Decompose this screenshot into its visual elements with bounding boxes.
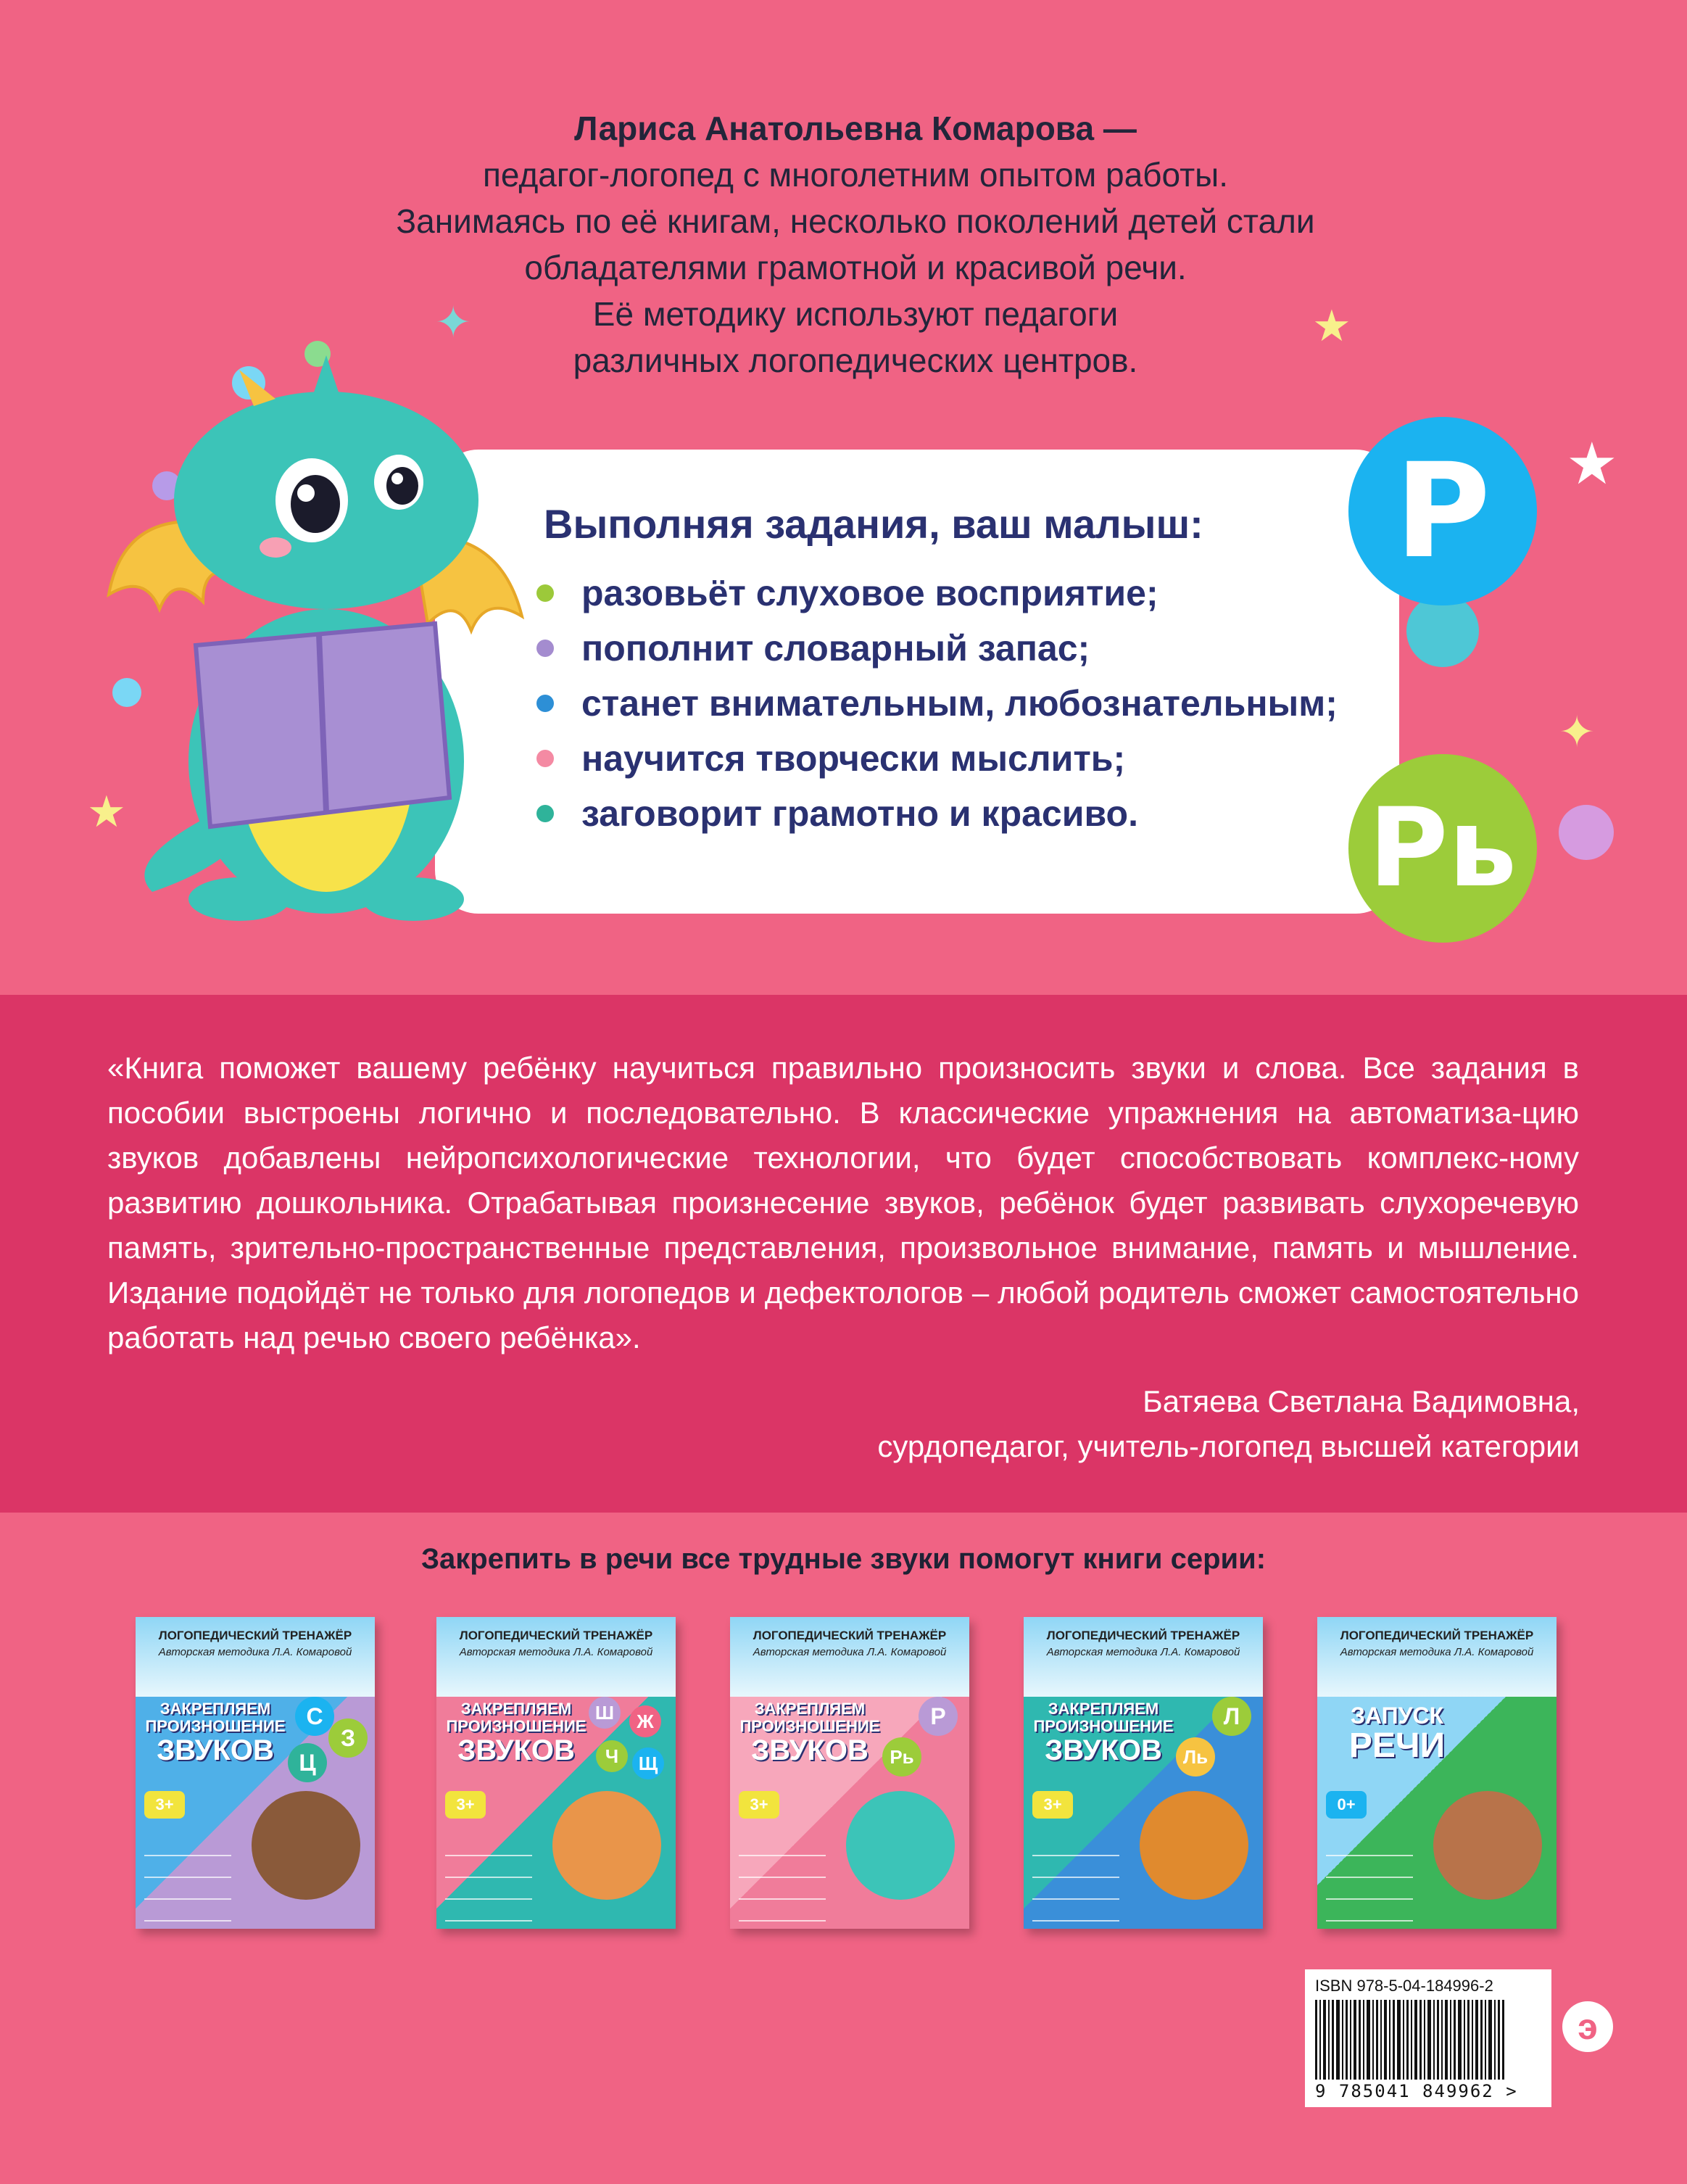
isbn-text: ISBN 978-5-04-184996-2: [1315, 1977, 1493, 1995]
series-title: Закрепить в речи все трудные звуки помогут книги серии:: [420, 1543, 1267, 1575]
book-letters: [882, 1697, 962, 1784]
benefit-item: [536, 621, 1338, 676]
book-series: ЛОГОПЕДИЧЕСКИЙ ТРЕНАЖЁР: [753, 1629, 947, 1642]
book-letters: [1176, 1697, 1256, 1784]
book-author: Авторская методика Л.А. Комаровой: [459, 1646, 653, 1658]
book-title-line1: ЗАКРЕПЛЯЕМ ПРОИЗНОШЕНИЕ: [739, 1700, 880, 1735]
author-name: Лариса Анатольевна Комарова —: [574, 109, 1137, 147]
book-header: [1317, 1617, 1557, 1697]
reviewer-name: Батяева Светлана Вадимовна,: [1143, 1384, 1580, 1418]
benefit-text: станет внимательным, любознательным;: [581, 683, 1338, 724]
book-letter: Ш: [589, 1697, 621, 1729]
book-title-line2: ЗВУКОВ: [751, 1734, 869, 1766]
book-contents: [1032, 1835, 1119, 1922]
book-contents: [445, 1835, 532, 1922]
letter-r-soft-badge: [1348, 754, 1537, 943]
book-author: Авторская методика Л.А. Комаровой: [1340, 1646, 1534, 1658]
review-section: [0, 995, 1687, 1513]
book-letter: Рь: [882, 1737, 921, 1776]
star-icon: ✦: [1559, 708, 1596, 756]
benefits-list: [536, 566, 1338, 841]
book-contents: [1326, 1835, 1413, 1922]
book-title-line1: ЗАКРЕПЛЯЕМ ПРОИЗНОШЕНИЕ: [1033, 1700, 1174, 1735]
book-letter: Ж: [629, 1705, 661, 1737]
age-badge: 3+: [1032, 1791, 1073, 1819]
benefit-item: [536, 676, 1338, 731]
author-line: различных логопедических центров.: [573, 342, 1138, 379]
star-icon: ★: [1312, 302, 1351, 350]
dragon-small-illustration: [846, 1791, 955, 1900]
owl-illustration: [252, 1791, 360, 1900]
deco-circle: [1406, 595, 1479, 667]
star-icon: ✦: [435, 298, 472, 347]
lion-illustration: [1140, 1791, 1248, 1900]
benefit-text: заговорит грамотно и красиво.: [581, 793, 1138, 834]
author-line: Занимаясь по её книгам, несколько поколений детей стали: [396, 202, 1315, 240]
benefits-title: Выполняя задания, ваш малыш:: [544, 501, 1203, 547]
book-title: [444, 1700, 589, 1766]
age-badge: 3+: [739, 1791, 779, 1819]
star-icon: ★: [1566, 431, 1618, 496]
author-line: педагог-логопед с многолетним опытом работы.: [482, 156, 1229, 194]
book-cover: [730, 1617, 969, 1929]
book-contents: [739, 1835, 826, 1922]
age-badge: 0+: [1326, 1791, 1367, 1819]
corgi-illustration: [552, 1791, 661, 1900]
benefit-item: [536, 786, 1338, 841]
book-cover: [1024, 1617, 1263, 1929]
publisher-logo-icon: э: [1562, 2001, 1613, 2052]
benefits-card: [435, 450, 1399, 914]
book-header: [1024, 1617, 1263, 1697]
author-bio: [217, 105, 1493, 384]
book-title-line1: ЗАКРЕПЛЯЕМ ПРОИЗНОШЕНИЕ: [446, 1700, 586, 1735]
book-header: [730, 1617, 969, 1697]
barcode: [1305, 1969, 1551, 2107]
book-header: [136, 1617, 375, 1697]
barcode-number: 9 785041 849962 >: [1315, 2081, 1518, 2101]
benefit-item: [536, 731, 1338, 786]
benefit-text: научится творчески мыслить;: [581, 738, 1126, 779]
series-books: [136, 1617, 1586, 1936]
book-letter: С: [295, 1697, 334, 1736]
review-text: «Книга поможет вашему ребёнку научиться правильно произносить звуки и слова. Все задания в пособии выстроены логично и последовательно. В классические упражнения на автоматиза-цию звуков добавлены нейропсихологические технологии, что будет способствовать комплекс-ному развитию дошкольника. Отрабатывая произнесение звуков, ребёнок будет развивать слухоречевую память, зрительно-пространственные представления, произвольное внимание, память и мышление. Издание подойдёт не только для логопедов и дефектологов – любой родитель сможет самостоятельно работать над речью своего ребёнка».: [107, 1051, 1579, 1354]
book-cover: [136, 1617, 375, 1929]
book-title-line1: ЗАКРЕПЛЯЕМ ПРОИЗНОШЕНИЕ: [145, 1700, 286, 1735]
book-title: [1325, 1700, 1470, 1765]
book-letter: Ц: [288, 1743, 327, 1782]
book-contents: [144, 1835, 231, 1922]
book-title: [143, 1700, 288, 1766]
book-title-line1: ЗАПУСК: [1350, 1703, 1444, 1729]
book-author: Авторская методика Л.А. Комаровой: [158, 1646, 352, 1658]
book-letter: Щ: [632, 1747, 664, 1779]
cow-illustration: [1433, 1791, 1542, 1900]
book-header: [436, 1617, 676, 1697]
dragon-illustration: [94, 355, 558, 935]
letter-r-soft-label: Рь: [1368, 785, 1517, 911]
benefit-item: [536, 566, 1338, 621]
book-title: [1031, 1700, 1176, 1766]
book-series: ЛОГОПЕДИЧЕСКИЙ ТРЕНАЖЁР: [1046, 1629, 1240, 1642]
book-letter: Л: [1212, 1697, 1251, 1736]
age-badge: 3+: [445, 1791, 486, 1819]
author-line: Её методику используют педагоги: [592, 295, 1119, 333]
book-letters: [288, 1697, 368, 1784]
book-title-line2: ЗВУКОВ: [157, 1734, 274, 1766]
letter-r-label: Р: [1395, 435, 1491, 587]
book-author: Авторская методика Л.А. Комаровой: [753, 1646, 947, 1658]
book-title: [737, 1700, 882, 1766]
book-title-line2: РЕЧИ: [1348, 1726, 1446, 1765]
star-icon: ★: [87, 787, 126, 836]
book-cover: [1317, 1617, 1557, 1929]
book-letter: Ль: [1176, 1737, 1215, 1776]
book-author: Авторская методика Л.А. Комаровой: [1046, 1646, 1240, 1658]
book-series: ЛОГОПЕДИЧЕСКИЙ ТРЕНАЖЁР: [158, 1629, 352, 1642]
barcode-bars: [1315, 2000, 1541, 2080]
book-title-line2: ЗВУКОВ: [457, 1734, 575, 1766]
author-line: обладателями грамотной и красивой речи.: [524, 249, 1187, 286]
book-series: ЛОГОПЕДИЧЕСКИЙ ТРЕНАЖЁР: [459, 1629, 653, 1642]
book-cover: [436, 1617, 676, 1929]
book-letter: Р: [919, 1697, 958, 1736]
book-letter: З: [328, 1718, 368, 1758]
book-title-line2: ЗВУКОВ: [1045, 1734, 1162, 1766]
reviewer: [877, 1379, 1580, 1469]
book-letter: Ч: [596, 1740, 628, 1772]
reviewer-title: сурдопедагог, учитель-логопед высшей категории: [877, 1429, 1580, 1463]
deco-circle: [1559, 805, 1614, 860]
age-badge: 3+: [144, 1791, 185, 1819]
book-series: ЛОГОПЕДИЧЕСКИЙ ТРЕНАЖЁР: [1340, 1629, 1534, 1642]
letter-r-badge: [1348, 417, 1537, 605]
benefit-text: разовьёт слуховое восприятие;: [581, 573, 1158, 613]
benefit-text: пополнит словарный запас;: [581, 628, 1090, 669]
book-letters: [589, 1697, 668, 1784]
